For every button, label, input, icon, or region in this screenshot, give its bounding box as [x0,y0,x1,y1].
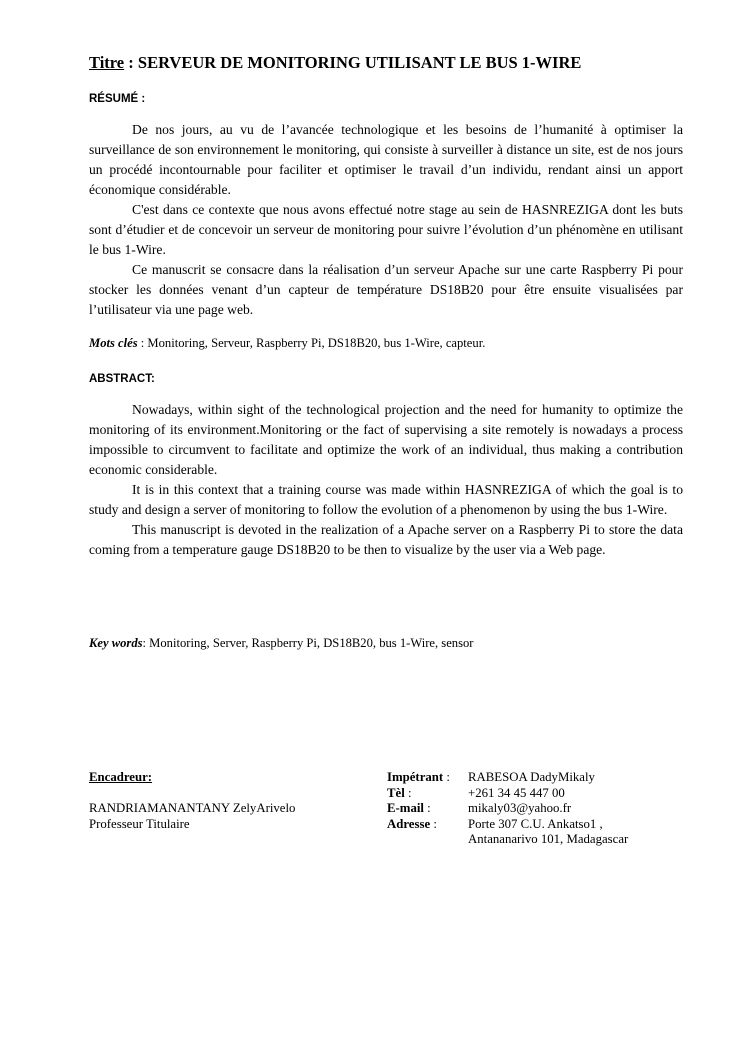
student-address: Porte 307 C.U. Ankatso1 , [468,816,603,831]
resume-paragraph: De nos jours, au vu de l’avancée technologique et les besoins de l’humanité à optimiser la surveillance de son environnement le monitoring, qui consiste à surveiller à distance un site, est de nos jours un procédé incontournable pour faciliter et optimiser le travail d’un individu, rendant ainsi un apport économique considérable. [89,122,683,197]
title-label: Titre [89,53,125,72]
resume-keywords [89,336,485,351]
student-email: mikaly03@yahoo.fr [468,801,572,815]
student-phone: +261 34 45 447 00 [468,785,565,800]
student-name: RABESOA DadyMikaly [468,770,595,784]
student-info-sep: : [430,816,437,831]
abstract-keywords [89,636,473,651]
abstract-paragraph: It is in this context that a training course was made within HASNREZIGA of which the goal is to study and design a server of monitoring to follow the evolution of a phenomenon by using the bus 1-Wire. [89,482,683,517]
student-address-city: Antananarivo 101, Madagascar [468,832,629,846]
abstract-paragraph: Nowadays, within sight of the technological projection and the need for humanity to optimize the monitoring of its environment.Monitoring or the fact of supervising a site remotely is nowadays a process impossible to circumvent to facilitate and optimize the work of an individual, thus making a contribution economic considerable. [89,402,683,477]
student-info-row [387,786,628,802]
supervisor-block [89,770,295,832]
abstract-keywords-label: Key words [89,636,143,650]
student-info-row [387,770,628,786]
supervisor-title: Professeur Titulaire [89,816,190,831]
student-info-row [387,817,628,833]
student-info-row [387,832,628,848]
resume-keywords-label: Mots clés [89,336,138,350]
student-info-label: E-mail [387,801,424,815]
resume-body [89,120,683,320]
student-info-sep: : [443,770,450,784]
resume-paragraph: C'est dans ce contexte que nous avons effectué notre stage au sein de HASNREZIGA dont les buts sont d’étudier et de concevoir un serveur de monitoring pour suivre l’évolution d’un phénomène en utilisant le bus 1-Wire. [89,202,683,257]
document-title [89,53,581,73]
resume-heading: RÉSUMÉ : [89,93,146,105]
abstract-keywords-text: : Monitoring, Server, Raspberry Pi, DS18B20, bus 1-Wire, sensor [142,636,474,650]
supervisor-heading: Encadreur: [89,770,153,784]
title-separator: : [124,53,138,72]
abstract-heading: ABSTRACT: [89,373,155,385]
resume-keywords-text: : Monitoring, Serveur, Raspberry Pi, DS18B20, bus 1-Wire, capteur. [137,336,486,350]
title-text: SERVEUR DE MONITORING UTILISANT LE BUS 1-WIRE [137,53,582,72]
student-info [387,770,628,848]
abstract-paragraph: This manuscript is devoted in the realization of a Apache server on a Raspberry Pi to store the data coming from a temperature gauge DS18B20 to be then to visualize by the user via a Web page. [89,522,683,557]
abstract-body [89,400,683,560]
supervisor-name: RANDRIAMANANTANY ZelyArivelo [89,801,296,815]
student-info-label: Adresse [387,816,431,831]
student-info-label: Impétrant [387,770,444,784]
student-info-sep: : [404,785,412,800]
resume-paragraph: Ce manuscrit se consacre dans la réalisation d’un serveur Apache sur une carte Raspberry Pi pour stocker les données venant d’un capteur de température DS18B20 pour être ensuite visualisées par l’utilisateur via une page web. [89,262,683,317]
student-info-row [387,801,628,817]
student-info-label: Tèl [387,785,405,800]
student-info-sep: : [423,801,431,815]
